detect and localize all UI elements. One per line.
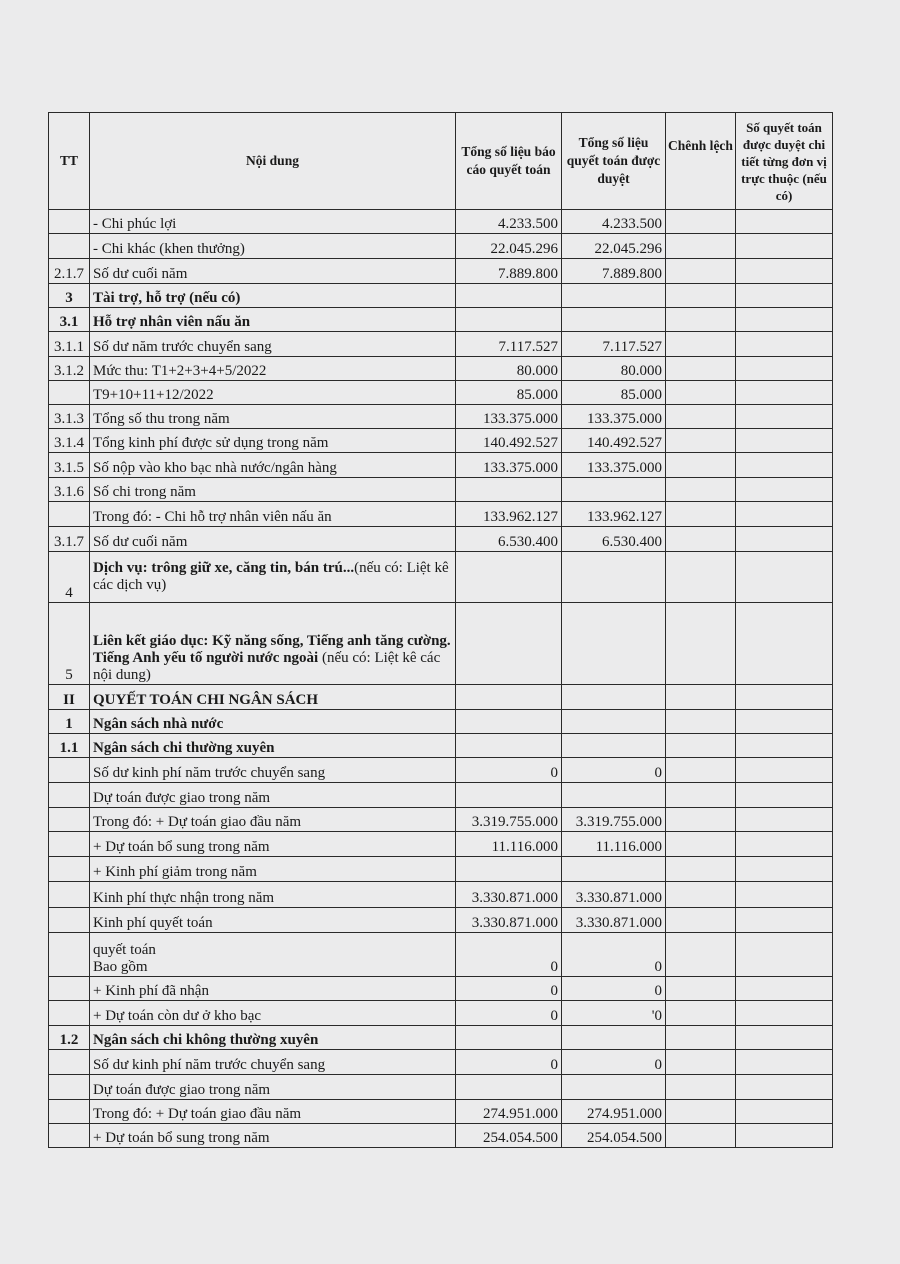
table-row <box>49 1075 833 1100</box>
table-row <box>49 234 833 259</box>
row-diff <box>666 710 736 734</box>
row-reported: 3.330.871.000 <box>456 882 562 908</box>
row-detail <box>736 783 833 808</box>
row-content: Số nộp vào kho bạc nhà nước/ngân hàng <box>90 453 456 478</box>
row-detail <box>736 478 833 502</box>
row-reported <box>456 552 562 603</box>
table-row <box>49 552 833 603</box>
row-tt <box>49 1075 90 1100</box>
table-row <box>49 685 833 710</box>
row-tt <box>49 502 90 527</box>
row-diff <box>666 234 736 259</box>
row-diff <box>666 882 736 908</box>
row-diff <box>666 308 736 332</box>
table-row <box>49 857 833 882</box>
table-row <box>49 1026 833 1050</box>
table-row <box>49 908 833 933</box>
row-content: Số dư cuối năm <box>90 259 456 284</box>
row-approved <box>562 552 666 603</box>
row-tt <box>49 882 90 908</box>
row-detail <box>736 284 833 308</box>
row-approved <box>562 857 666 882</box>
row-content: + Kinh phí giảm trong năm <box>90 857 456 882</box>
row-tt: 3.1.5 <box>49 453 90 478</box>
row-approved: 0 <box>562 1050 666 1075</box>
row-approved: 80.000 <box>562 357 666 381</box>
row-diff <box>666 527 736 552</box>
row-approved: 133.375.000 <box>562 405 666 429</box>
row-detail <box>736 1050 833 1075</box>
table-row <box>49 977 833 1001</box>
row-approved: 0 <box>562 933 666 977</box>
row-tt <box>49 210 90 234</box>
row-content: Mức thu: T1+2+3+4+5/2022 <box>90 357 456 381</box>
row-tt: 3.1.3 <box>49 405 90 429</box>
row-content: Số dư kinh phí năm trước chuyển sang <box>90 758 456 783</box>
row-approved: 85.000 <box>562 381 666 405</box>
row-content: - Chi phúc lợi <box>90 210 456 234</box>
row-reported: 133.375.000 <box>456 405 562 429</box>
table-row <box>49 502 833 527</box>
row-detail <box>736 453 833 478</box>
row-approved: 0 <box>562 758 666 783</box>
table-row <box>49 210 833 234</box>
row-reported: 3.330.871.000 <box>456 908 562 933</box>
row-detail <box>736 882 833 908</box>
table-row <box>49 1050 833 1075</box>
row-reported <box>456 1075 562 1100</box>
table-row <box>49 527 833 552</box>
row-reported: 274.951.000 <box>456 1100 562 1124</box>
row-tt <box>49 1001 90 1026</box>
row-reported: 0 <box>456 1050 562 1075</box>
row-detail <box>736 527 833 552</box>
row-reported: 133.962.127 <box>456 502 562 527</box>
row-approved: 3.330.871.000 <box>562 908 666 933</box>
row-content-normal: (nếu có: Liệt kê các nội dung) <box>93 650 441 683</box>
row-content: Dự toán được giao trong năm <box>90 1075 456 1100</box>
row-diff <box>666 977 736 1001</box>
budget-settlement-table <box>48 112 833 1148</box>
row-approved: 11.116.000 <box>562 832 666 857</box>
row-reported <box>456 685 562 710</box>
row-tt <box>49 977 90 1001</box>
row-diff <box>666 1124 736 1148</box>
row-detail <box>736 1026 833 1050</box>
row-diff <box>666 933 736 977</box>
row-diff <box>666 832 736 857</box>
row-reported: 140.492.527 <box>456 429 562 453</box>
row-diff <box>666 1026 736 1050</box>
row-tt: 3.1.6 <box>49 478 90 502</box>
row-diff <box>666 1050 736 1075</box>
row-approved <box>562 783 666 808</box>
row-approved: 22.045.296 <box>562 234 666 259</box>
row-reported: 3.319.755.000 <box>456 808 562 832</box>
row-diff <box>666 210 736 234</box>
table-header-row <box>49 113 833 210</box>
row-approved: 133.375.000 <box>562 453 666 478</box>
row-content: Ngân sách chi thường xuyên <box>90 734 456 758</box>
row-detail <box>736 908 833 933</box>
row-content: + Dự toán bổ sung trong năm <box>90 1124 456 1148</box>
row-detail <box>736 758 833 783</box>
row-approved: '0 <box>562 1001 666 1026</box>
row-content: Kinh phí quyết toán <box>90 908 456 933</box>
row-content: Tổng số thu trong năm <box>90 405 456 429</box>
row-content: Số dư kinh phí năm trước chuyển sang <box>90 1050 456 1075</box>
row-approved <box>562 1026 666 1050</box>
row-detail <box>736 1100 833 1124</box>
row-diff <box>666 603 736 685</box>
row-diff <box>666 284 736 308</box>
row-approved: 3.319.755.000 <box>562 808 666 832</box>
table-row <box>49 405 833 429</box>
header-content: Nội dung <box>90 113 456 210</box>
row-content: QUYẾT TOÁN CHI NGÂN SÁCH <box>90 685 456 710</box>
row-detail <box>736 710 833 734</box>
table-row <box>49 357 833 381</box>
row-content: T9+10+11+12/2022 <box>90 381 456 405</box>
row-diff <box>666 259 736 284</box>
table-row <box>49 453 833 478</box>
row-approved <box>562 685 666 710</box>
row-tt: 3.1 <box>49 308 90 332</box>
row-tt: 1 <box>49 710 90 734</box>
row-tt: 3.1.1 <box>49 332 90 357</box>
row-approved <box>562 1075 666 1100</box>
table-row <box>49 478 833 502</box>
row-diff <box>666 357 736 381</box>
header-detail: Số quyết toán được duyệt chi tiết từng đơn vị trực thuộc (nếu có) <box>736 113 833 210</box>
row-diff <box>666 405 736 429</box>
row-detail <box>736 1124 833 1148</box>
header-tt: TT <box>49 113 90 210</box>
row-reported: 133.375.000 <box>456 453 562 478</box>
row-tt <box>49 381 90 405</box>
row-content: Ngân sách chi không thường xuyên <box>90 1026 456 1050</box>
row-detail <box>736 210 833 234</box>
row-detail <box>736 734 833 758</box>
row-content: Trong đó: + Dự toán giao đầu năm <box>90 1100 456 1124</box>
row-diff <box>666 783 736 808</box>
row-diff <box>666 502 736 527</box>
row-diff <box>666 808 736 832</box>
row-tt: 3.1.2 <box>49 357 90 381</box>
row-diff <box>666 552 736 603</box>
row-reported: 0 <box>456 1001 562 1026</box>
row-content-normal: (nếu có: Liệt kê các dịch vụ) <box>93 560 449 593</box>
table-row <box>49 308 833 332</box>
table-row <box>49 933 833 977</box>
row-content: Ngân sách nhà nước <box>90 710 456 734</box>
row-reported <box>456 478 562 502</box>
row-detail <box>736 808 833 832</box>
row-diff <box>666 478 736 502</box>
row-content: + Dự toán bổ sung trong năm <box>90 832 456 857</box>
row-tt <box>49 832 90 857</box>
table-row <box>49 1001 833 1026</box>
row-diff <box>666 1075 736 1100</box>
header-reported: Tổng số liệu báo cáo quyết toán <box>456 113 562 210</box>
row-tt: 2.1.7 <box>49 259 90 284</box>
table-row <box>49 710 833 734</box>
row-detail <box>736 502 833 527</box>
row-approved: 7.117.527 <box>562 332 666 357</box>
row-approved: 4.233.500 <box>562 210 666 234</box>
row-approved <box>562 478 666 502</box>
row-detail <box>736 857 833 882</box>
row-tt <box>49 808 90 832</box>
row-content <box>90 552 456 603</box>
row-detail <box>736 234 833 259</box>
row-detail <box>736 552 833 603</box>
row-tt <box>49 933 90 977</box>
row-reported: 0 <box>456 933 562 977</box>
row-tt <box>49 1100 90 1124</box>
row-detail <box>736 259 833 284</box>
row-tt <box>49 234 90 259</box>
row-reported: 22.045.296 <box>456 234 562 259</box>
table-row <box>49 808 833 832</box>
row-content: + Kinh phí đã nhận <box>90 977 456 1001</box>
table-row <box>49 734 833 758</box>
row-approved: 133.962.127 <box>562 502 666 527</box>
row-detail <box>736 332 833 357</box>
row-diff <box>666 332 736 357</box>
row-detail <box>736 429 833 453</box>
row-reported <box>456 308 562 332</box>
row-reported: 254.054.500 <box>456 1124 562 1148</box>
row-diff <box>666 685 736 710</box>
row-approved: 140.492.527 <box>562 429 666 453</box>
row-content: Số dư năm trước chuyển sang <box>90 332 456 357</box>
table-row <box>49 332 833 357</box>
row-reported <box>456 1026 562 1050</box>
row-diff <box>666 734 736 758</box>
row-detail <box>736 933 833 977</box>
row-detail <box>736 1001 833 1026</box>
row-reported <box>456 734 562 758</box>
row-approved: 3.330.871.000 <box>562 882 666 908</box>
row-reported: 0 <box>456 758 562 783</box>
row-diff <box>666 908 736 933</box>
row-reported: 11.116.000 <box>456 832 562 857</box>
row-content: Tài trợ, hỗ trợ (nếu có) <box>90 284 456 308</box>
table-row <box>49 603 833 685</box>
table-row <box>49 832 833 857</box>
row-content-line2: Bao gồm <box>93 959 148 975</box>
row-content-bold: Dịch vụ: trông giữ xe, căng tin, bán trú... <box>93 560 355 576</box>
row-content: Dự toán được giao trong năm <box>90 783 456 808</box>
row-content: Hỗ trợ nhân viên nấu ăn <box>90 308 456 332</box>
row-tt <box>49 857 90 882</box>
row-diff <box>666 857 736 882</box>
row-approved <box>562 308 666 332</box>
row-diff <box>666 453 736 478</box>
table-row <box>49 284 833 308</box>
row-tt <box>49 908 90 933</box>
table-row <box>49 1100 833 1124</box>
row-approved <box>562 710 666 734</box>
row-detail <box>736 1075 833 1100</box>
row-detail <box>736 603 833 685</box>
header-diff: Chênh lệch <box>666 113 736 210</box>
row-tt <box>49 758 90 783</box>
row-reported: 7.889.800 <box>456 259 562 284</box>
row-diff <box>666 758 736 783</box>
row-reported <box>456 857 562 882</box>
row-content: - Chi khác (khen thưởng) <box>90 234 456 259</box>
row-detail <box>736 405 833 429</box>
row-content: Tổng kinh phí được sử dụng trong năm <box>90 429 456 453</box>
row-reported <box>456 710 562 734</box>
row-diff <box>666 1001 736 1026</box>
row-content: Số chi trong năm <box>90 478 456 502</box>
row-content <box>90 933 456 977</box>
row-tt: 3.1.7 <box>49 527 90 552</box>
row-detail <box>736 357 833 381</box>
row-diff <box>666 1100 736 1124</box>
row-reported: 0 <box>456 977 562 1001</box>
row-tt <box>49 1050 90 1075</box>
row-approved: 254.054.500 <box>562 1124 666 1148</box>
table-row <box>49 783 833 808</box>
row-approved <box>562 603 666 685</box>
row-detail <box>736 977 833 1001</box>
row-approved <box>562 284 666 308</box>
row-diff <box>666 381 736 405</box>
row-tt: 3.1.4 <box>49 429 90 453</box>
header-approved: Tổng số liệu quyết toán được duyệt <box>562 113 666 210</box>
row-tt: 1.1 <box>49 734 90 758</box>
row-tt <box>49 1124 90 1148</box>
row-tt: 3 <box>49 284 90 308</box>
row-content: Trong đó: + Dự toán giao đầu năm <box>90 808 456 832</box>
row-content <box>90 603 456 685</box>
row-reported <box>456 603 562 685</box>
row-content-line1: quyết toán <box>93 942 156 958</box>
row-approved: 0 <box>562 977 666 1001</box>
row-content: Trong đó: - Chi hỗ trợ nhân viên nấu ăn <box>90 502 456 527</box>
row-approved: 274.951.000 <box>562 1100 666 1124</box>
table-row <box>49 758 833 783</box>
row-content: Số dư cuối năm <box>90 527 456 552</box>
row-reported: 6.530.400 <box>456 527 562 552</box>
row-content: + Dự toán còn dư ở kho bạc <box>90 1001 456 1026</box>
row-reported: 4.233.500 <box>456 210 562 234</box>
table-row <box>49 882 833 908</box>
row-tt: 5 <box>49 603 90 685</box>
row-reported: 85.000 <box>456 381 562 405</box>
row-detail <box>736 685 833 710</box>
row-reported <box>456 783 562 808</box>
table-row <box>49 381 833 405</box>
row-tt: II <box>49 685 90 710</box>
row-reported <box>456 284 562 308</box>
row-diff <box>666 429 736 453</box>
table-row <box>49 429 833 453</box>
row-detail <box>736 308 833 332</box>
row-approved: 7.889.800 <box>562 259 666 284</box>
row-reported: 80.000 <box>456 357 562 381</box>
row-content-bold: Liên kết giáo dục: Kỹ năng sống, Tiếng anh tăng cường. Tiếng Anh yếu tố người nước ngoài <box>93 633 451 666</box>
row-approved: 6.530.400 <box>562 527 666 552</box>
row-reported: 7.117.527 <box>456 332 562 357</box>
row-detail <box>736 381 833 405</box>
table-row <box>49 259 833 284</box>
row-detail <box>736 832 833 857</box>
row-tt: 1.2 <box>49 1026 90 1050</box>
row-tt <box>49 783 90 808</box>
table-row <box>49 1124 833 1148</box>
row-approved <box>562 734 666 758</box>
row-tt: 4 <box>49 552 90 603</box>
row-content: Kinh phí thực nhận trong năm <box>90 882 456 908</box>
